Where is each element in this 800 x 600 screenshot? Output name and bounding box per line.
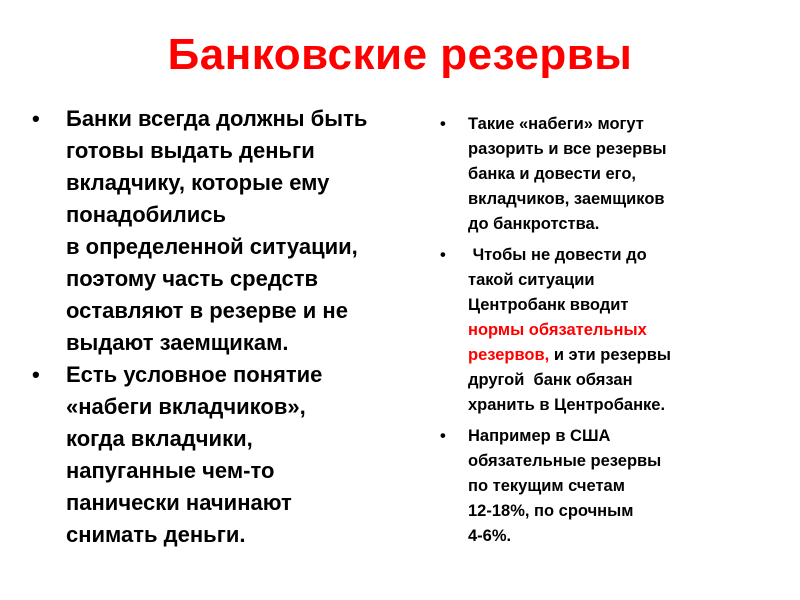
text-line: напуганные чем-то <box>66 458 275 483</box>
text-line: «набеги вкладчиков», <box>66 394 306 419</box>
text-line: 4-6%. <box>468 527 512 545</box>
text-line: банка и довести его, <box>468 165 636 183</box>
text-line: поэтому часть средств <box>66 266 319 291</box>
text-line: Центробанк вводит <box>468 296 629 314</box>
text-line: когда вкладчики, <box>66 426 253 451</box>
text-line: другой банк обязан <box>468 371 633 389</box>
text-line: до банкротства. <box>468 215 600 233</box>
text-line: оставляют в резерве и не <box>66 298 348 323</box>
text-line: по текущим счетам <box>468 477 625 495</box>
text-line: 12-18%, по срочным <box>468 502 634 520</box>
right-column <box>438 112 778 555</box>
text-line: Например в США <box>468 427 611 445</box>
left-column <box>30 103 440 551</box>
text-line: хранить в Центробанке. <box>468 396 666 414</box>
list-item <box>30 103 440 359</box>
bullet-icon: • <box>32 106 40 131</box>
slide-title: Банковские резервы <box>167 30 633 79</box>
text-line: такой ситуации <box>468 271 595 289</box>
text-line: выдают заемщикам. <box>66 330 289 355</box>
text-line: в определенной ситуации, <box>66 234 358 259</box>
list-item <box>30 359 440 551</box>
text-line: Такие «набеги» могут <box>468 115 644 133</box>
list-item <box>438 243 778 418</box>
list-item <box>438 424 778 549</box>
text-line: вкладчиков, заемщиков <box>468 190 665 208</box>
text-line: Есть условное понятие <box>66 362 323 387</box>
text-line: разорить и все резервы <box>468 140 667 158</box>
text-line: готовы выдать деньги <box>66 138 315 163</box>
text-line: вкладчику, которые ему <box>66 170 330 195</box>
list-item <box>438 112 778 237</box>
text-line: панически начинают <box>66 490 292 515</box>
right-bullet-list <box>438 112 778 549</box>
bullet-icon: • <box>440 115 446 133</box>
text-line: Банки всегда должны быть <box>66 106 368 131</box>
left-bullet-list <box>30 103 440 551</box>
highlighted-term: нормы обязательных <box>468 321 647 339</box>
bullet-icon: • <box>32 362 40 387</box>
text-line <box>468 343 778 368</box>
text-line: снимать деньги. <box>66 522 246 547</box>
bullet-icon: • <box>440 427 446 445</box>
bullet-icon: • <box>440 246 446 264</box>
text-line: понадобились <box>66 202 227 227</box>
text-fragment: и эти резервы <box>549 346 671 364</box>
text-line: обязательные резервы <box>468 452 662 470</box>
highlighted-term: резервов, <box>468 346 550 364</box>
text-line: Чтобы не довести до <box>468 246 647 264</box>
